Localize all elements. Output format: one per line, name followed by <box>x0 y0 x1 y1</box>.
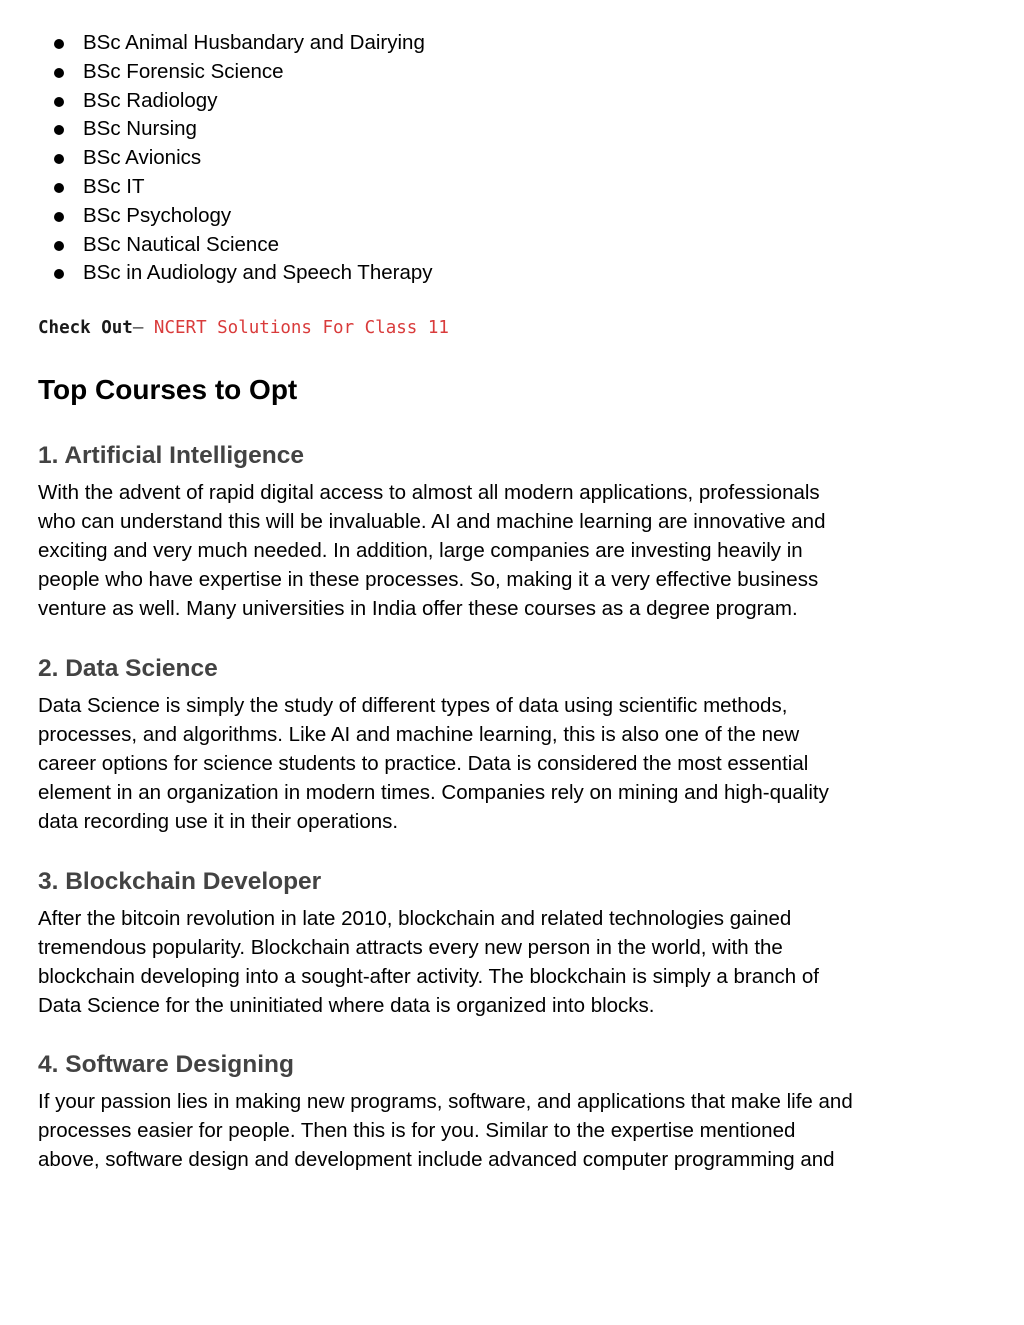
bullet-icon <box>54 68 64 78</box>
section-paragraph: If your passion lies in making new programs, software, and applications that make life and processes easier for people. Then this is for you. Similar to the expertise mentioned above, software design and development include advanced computer programming and <box>38 1090 853 1171</box>
list-item: BSc in Audiology and Speech Therapy <box>38 259 433 288</box>
ncert-solutions-link[interactable]: NCERT Solutions For Class 11 <box>153 318 449 338</box>
list-item: BSc Nursing <box>38 115 433 144</box>
check-out-label: Check Out <box>38 318 133 338</box>
section-paragraph: Data Science is simply the study of different types of data using scientific methods, processes, and algorithms. Like AI and machine learning, this is also one of the new career options for science students to practice. Data is considered the most essential element in an organization in modern times. Companies rely on mining and high-quality data recording use it in their operations. <box>38 694 829 833</box>
course-bullet-list <box>38 29 433 288</box>
bullet-icon <box>54 39 64 49</box>
bullet-icon <box>54 97 64 107</box>
section-artificial-intelligence <box>38 440 918 623</box>
section-paragraph: With the advent of rapid digital access to almost all modern applications, professionals who can understand this will be invaluable. AI and machine learning are innovative and exciting and very much needed. In addition, large companies are investing heavily in people who have expertise in these processes. So, making it a very effective business venture as well. Many universities in India offer these courses as a degree program. <box>38 481 826 620</box>
bullet-icon <box>54 125 64 135</box>
section-data-science <box>38 653 918 836</box>
check-out-dash: – <box>132 318 144 338</box>
bullet-icon <box>54 269 64 279</box>
section-heading: 1. Artificial Intelligence <box>38 442 304 469</box>
list-item: BSc Nautical Science <box>38 231 433 260</box>
list-item: BSc Animal Husbandary and Dairying <box>38 29 433 58</box>
bullet-icon <box>54 183 64 193</box>
bullet-icon <box>54 154 64 164</box>
list-item: BSc Psychology <box>38 202 433 231</box>
section-paragraph: After the bitcoin revolution in late 2010, blockchain and related technologies gained tremendous popularity. Blockchain attracts every new person in the world, with the blockchain developing into a sought-after activity. The blockchain is simply a branch of Data Science for the uninitiated where data is organized into blocks. <box>38 907 819 1017</box>
bullet-icon <box>54 212 64 222</box>
section-heading: 3. Blockchain Developer <box>38 868 322 895</box>
check-out-line <box>38 315 449 341</box>
section-blockchain-developer <box>38 866 918 1020</box>
bullet-icon <box>54 241 64 251</box>
list-item: BSc Forensic Science <box>38 58 433 87</box>
page-title: Top Courses to Opt <box>38 374 298 405</box>
list-item: BSc IT <box>38 173 433 202</box>
section-heading: 2. Data Science <box>38 655 218 682</box>
list-item: BSc Radiology <box>38 87 433 116</box>
section-software-designing <box>38 1049 918 1174</box>
section-heading: 4. Software Designing <box>38 1051 294 1078</box>
list-item: BSc Avionics <box>38 144 433 173</box>
